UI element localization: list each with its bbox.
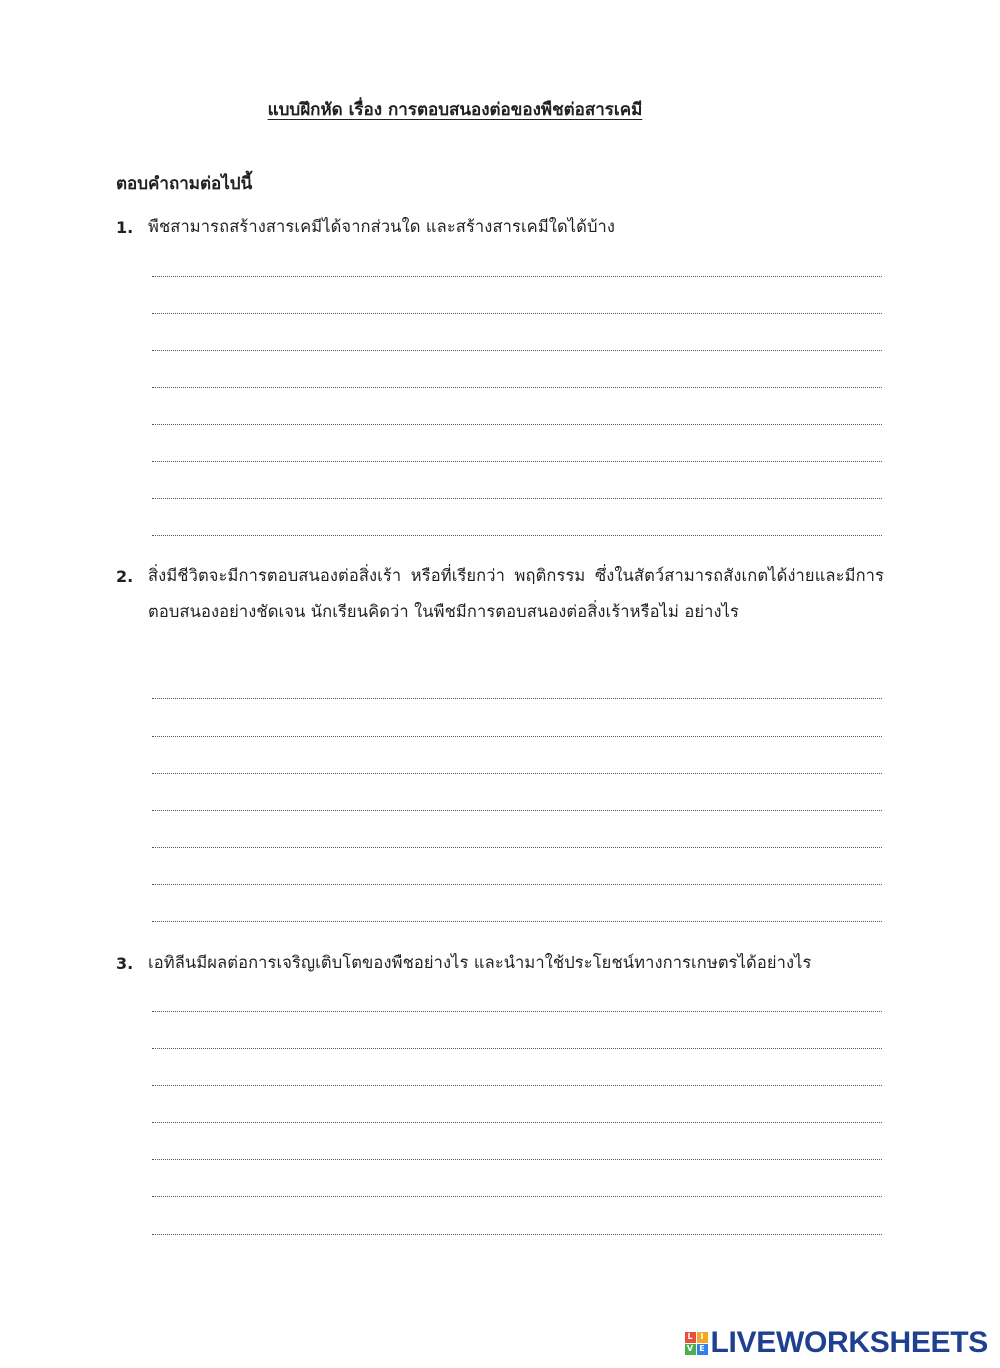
- logo-letter: V: [685, 1344, 696, 1355]
- question-number: 1.: [116, 218, 134, 237]
- logo-letter: I: [697, 1332, 708, 1343]
- answer-line[interactable]: [152, 921, 882, 922]
- answer-line[interactable]: [152, 1159, 882, 1160]
- answer-line[interactable]: [152, 847, 882, 848]
- answer-line[interactable]: [152, 884, 882, 885]
- answer-line[interactable]: [152, 810, 882, 811]
- answer-line[interactable]: [152, 698, 882, 699]
- answer-line[interactable]: [152, 736, 882, 737]
- liveworksheets-logo-icon: [685, 1332, 708, 1355]
- answer-line[interactable]: [152, 387, 882, 388]
- question-text: พืชสามารถสร้างสารเคมีได้จากส่วนใด และสร้างสารเคมีใดได้บ้าง: [148, 217, 616, 236]
- answer-line[interactable]: [152, 276, 882, 277]
- answer-line[interactable]: [152, 1085, 882, 1086]
- answer-line[interactable]: [152, 1122, 882, 1123]
- logo-letter: L: [685, 1332, 696, 1343]
- answer-line[interactable]: [152, 498, 882, 499]
- question-text: สิ่งมีชีวิตจะมีการตอบสนองต่อสิ่งเร้า หรือที่เรียกว่า พฤติกรรม ซึ่งในสัตว์สามารถสังเกตได้ง่ายและมีการตอบสนองอย่างชัดเจน นักเรียนคิดว่า ในพืชมีการตอบสนองต่อสิ่งเร้าหรือไม่ อย่างไร: [148, 566, 884, 621]
- answer-line[interactable]: [152, 424, 882, 425]
- liveworksheets-brand: [685, 1326, 989, 1360]
- answer-line[interactable]: [152, 1196, 882, 1197]
- answer-line[interactable]: [152, 535, 882, 536]
- answer-line[interactable]: [152, 1048, 882, 1049]
- answer-line[interactable]: [152, 1011, 882, 1012]
- worksheet-title: แบบฝึกหัด เรื่อง การตอบสนองต่อของพืชต่อสารเคมี: [267, 100, 643, 120]
- instruction-text: ตอบคำถามต่อไปนี้: [116, 174, 253, 194]
- question-number: 3.: [116, 954, 134, 973]
- answer-line[interactable]: [152, 461, 882, 462]
- liveworksheets-wordmark: LIVEWORKSHEETS: [710, 1326, 988, 1359]
- question-text: เอทิลีนมีผลต่อการเจริญเติบโตของพืชอย่างไร และนำมาใช้ประโยชน์ทางการเกษตรได้อย่างไร: [148, 953, 812, 972]
- answer-line[interactable]: [152, 1234, 882, 1235]
- question-number: 2.: [116, 567, 134, 586]
- answer-line[interactable]: [152, 350, 882, 351]
- answer-line[interactable]: [152, 773, 882, 774]
- answer-line[interactable]: [152, 313, 882, 314]
- logo-letter: E: [697, 1344, 708, 1355]
